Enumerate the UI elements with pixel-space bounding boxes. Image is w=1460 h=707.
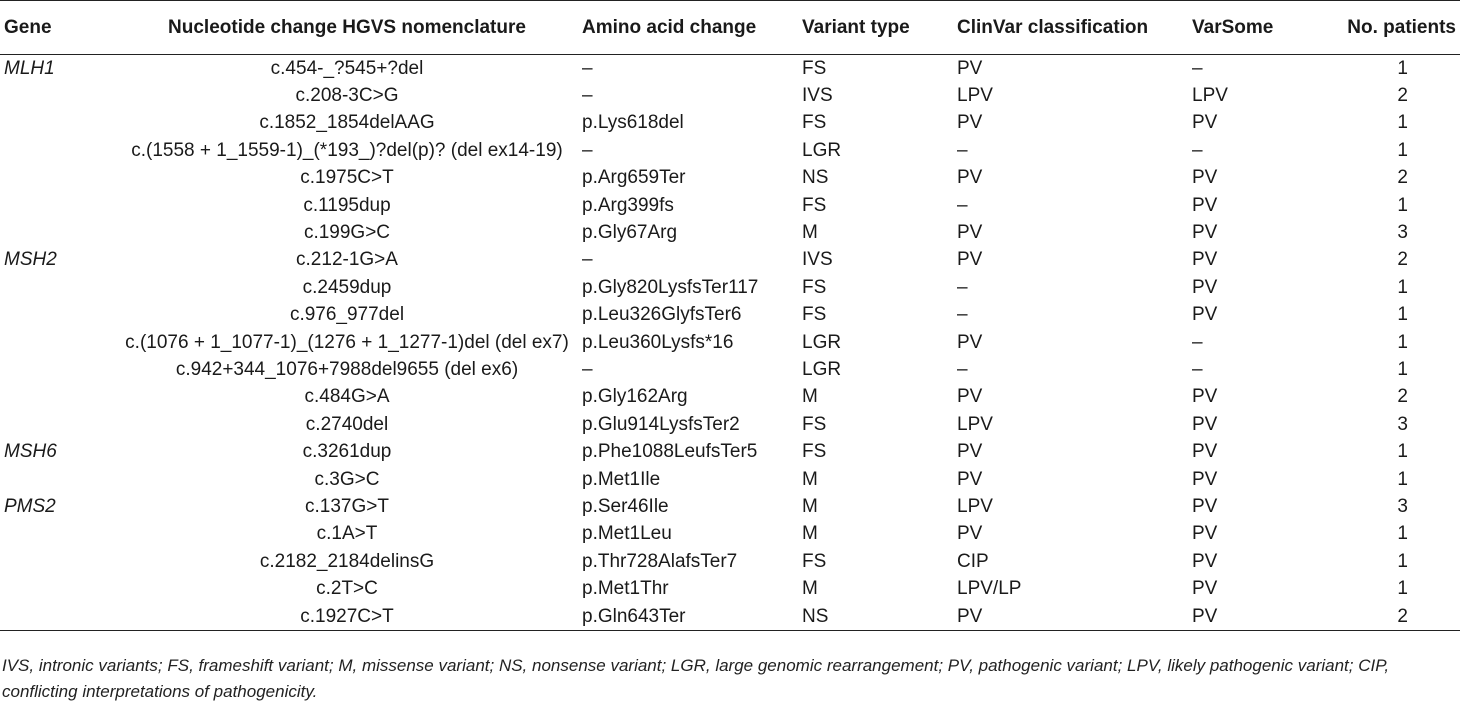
cell-gene — [0, 165, 112, 192]
cell-varsome: LPV — [1192, 85, 1228, 107]
cell-nucleotide: c.2740del — [305, 413, 389, 435]
cell-varsome: PV — [1192, 112, 1218, 134]
cell-clinvar: PV — [957, 523, 983, 545]
cell-clinvar: PV — [957, 57, 983, 79]
cell-varsome: – — [1192, 57, 1203, 79]
cell-gene — [0, 548, 112, 575]
cell-nucleotide: c.942+344_1076+7988del9655 (del ex6) — [175, 358, 519, 380]
cell-variant-type: FS — [802, 194, 827, 216]
cell-variant-type: FS — [802, 276, 827, 298]
cell-amino-acid: p.Met1Thr — [582, 578, 669, 600]
cell-gene — [0, 575, 112, 602]
cell-nucleotide: c.212-1G>A — [296, 249, 398, 271]
cell-patients: 1 — [1397, 358, 1408, 380]
header-row — [0, 1, 1460, 55]
table-row — [0, 438, 1460, 465]
cell-amino-acid: p.Met1Ile — [582, 468, 661, 490]
cell-amino-acid: p.Arg399fs — [582, 194, 674, 216]
table-row — [0, 165, 1460, 192]
cell-gene — [0, 356, 112, 383]
cell-clinvar: – — [957, 304, 968, 326]
cell-variant-type: FS — [802, 304, 827, 326]
cell-amino-acid: p.Thr728AlafsTer7 — [582, 550, 738, 572]
table-row — [0, 55, 1460, 83]
cell-amino-acid: p.Ser46Ile — [582, 495, 669, 517]
cell-patients: 3 — [1397, 222, 1408, 244]
cell-nucleotide: c.199G>C — [303, 222, 391, 244]
cell-clinvar: PV — [957, 468, 983, 490]
cell-variant-type: LGR — [802, 331, 842, 353]
table-body — [0, 55, 1460, 631]
cell-amino-acid: – — [582, 139, 593, 161]
cell-variant-type: LGR — [802, 358, 842, 380]
cell-patients: 1 — [1397, 112, 1408, 134]
cell-nucleotide: c.2459dup — [302, 276, 392, 298]
cell-variant-type: NS — [802, 603, 957, 631]
cell-nucleotide: c.3G>C — [314, 468, 380, 490]
cell-variant-type: LGR — [802, 139, 842, 161]
cell-clinvar: CIP — [957, 550, 989, 572]
cell-gene — [0, 192, 112, 219]
cell-amino-acid: – — [582, 249, 593, 271]
cell-patients: 2 — [1397, 249, 1408, 271]
cell-nucleotide: c.2T>C — [316, 578, 378, 600]
table-row — [0, 302, 1460, 329]
cell-amino-acid: p.Phe1088LeufsTer5 — [582, 441, 758, 463]
table-row — [0, 82, 1460, 109]
cell-clinvar: LPV — [957, 413, 993, 435]
cell-gene: PMS2 — [4, 495, 56, 517]
cell-clinvar: PV — [957, 441, 983, 463]
cell-variant-type: FS — [802, 441, 827, 463]
cell-clinvar: PV — [957, 167, 983, 189]
cell-amino-acid: p.Gly162Arg — [582, 386, 688, 408]
table-footnote: IVS, intronic variants; FS, frameshift variant; M, missense variant; NS, nonsense variant; LGR, large genomic rearrangement; PV, pathogenic variant; LPV, likely pathogenic variant; CIP, conflicting interpretations of pathogenicity. — [2, 656, 1390, 701]
cell-clinvar: PV — [957, 112, 983, 134]
cell-variant-type: FS — [802, 57, 827, 79]
cell-clinvar: PV — [957, 603, 1192, 631]
cell-gene: MSH6 — [4, 441, 57, 463]
cell-clinvar: PV — [957, 222, 983, 244]
cell-variant-type: NS — [802, 167, 829, 189]
cell-varsome: PV — [1192, 194, 1218, 216]
cell-gene — [0, 466, 112, 493]
cell-nucleotide: c.1975C>T — [300, 167, 394, 189]
cell-variant-type: IVS — [802, 85, 833, 107]
cell-patients: 1 — [1397, 578, 1408, 600]
cell-varsome: PV — [1192, 550, 1218, 572]
cell-varsome: – — [1192, 358, 1203, 380]
cell-nucleotide: c.1195dup — [303, 194, 391, 216]
cell-variant-type: IVS — [802, 249, 833, 271]
cell-nucleotide: c.(1076 + 1_1077-1)_(1276 + 1_1277-1)del (del ex7) — [125, 331, 569, 353]
cell-variant-type: FS — [802, 550, 827, 572]
table-row — [0, 356, 1460, 383]
cell-varsome: PV — [1192, 222, 1218, 244]
cell-patients: 1 — [1397, 523, 1408, 545]
cell-gene — [0, 521, 112, 548]
cell-varsome: PV — [1192, 249, 1218, 271]
cell-varsome: PV — [1192, 167, 1218, 189]
table-row — [0, 466, 1460, 493]
cell-amino-acid: p.Lys618del — [582, 112, 684, 134]
cell-nucleotide: c.(1558 + 1_1559-1)_(*193_)?del(p)? (del ex14-19) — [131, 139, 563, 161]
cell-clinvar: – — [957, 139, 968, 161]
table-row — [0, 274, 1460, 301]
table-row — [0, 575, 1460, 602]
cell-varsome: PV — [1192, 413, 1218, 435]
cell-clinvar: – — [957, 276, 968, 298]
table-row — [0, 110, 1460, 137]
cell-clinvar: LPV/LP — [957, 578, 1022, 600]
cell-patients: 1 — [1397, 194, 1408, 216]
cell-varsome: PV — [1192, 603, 1327, 631]
cell-clinvar: PV — [957, 386, 983, 408]
cell-patients: 2 — [1397, 167, 1408, 189]
table-row — [0, 603, 1460, 631]
cell-amino-acid: – — [582, 358, 593, 380]
table-row — [0, 219, 1460, 246]
cell-gene — [0, 302, 112, 329]
header-patients: No. patients — [1327, 1, 1460, 55]
cell-variant-type: M — [802, 386, 818, 408]
cell-amino-acid: p.Gly67Arg — [582, 222, 678, 244]
header-nucleotide: Nucleotide change HGVS nomenclature — [112, 1, 582, 55]
cell-clinvar: PV — [957, 331, 983, 353]
cell-nucleotide: c.454-_?545+?del — [270, 57, 424, 79]
cell-variant-type: FS — [802, 112, 827, 134]
cell-varsome: PV — [1192, 468, 1218, 490]
cell-clinvar: LPV — [957, 85, 993, 107]
table-row — [0, 411, 1460, 438]
cell-amino-acid: p.Gln643Ter — [582, 603, 802, 631]
cell-varsome: PV — [1192, 441, 1218, 463]
cell-patients: 1 — [1397, 139, 1408, 161]
cell-varsome: PV — [1192, 523, 1218, 545]
cell-nucleotide: c.484G>A — [304, 386, 390, 408]
table-row — [0, 493, 1460, 520]
cell-amino-acid: – — [582, 85, 593, 107]
table-row — [0, 247, 1460, 274]
cell-variant-type: FS — [802, 413, 827, 435]
cell-patients: 2 — [1327, 603, 1460, 631]
cell-amino-acid: p.Leu360Lysfs*16 — [582, 331, 734, 353]
cell-gene — [0, 110, 112, 137]
cell-patients: 1 — [1397, 441, 1408, 463]
cell-nucleotide: c.1A>T — [316, 523, 378, 545]
cell-gene: MSH2 — [4, 249, 57, 271]
cell-clinvar: – — [957, 194, 968, 216]
cell-varsome: PV — [1192, 304, 1218, 326]
cell-nucleotide: c.976_977del — [289, 304, 405, 326]
cell-gene — [0, 603, 112, 631]
cell-variant-type: M — [802, 222, 818, 244]
table-row — [0, 329, 1460, 356]
cell-patients: 3 — [1397, 495, 1408, 517]
cell-gene — [0, 274, 112, 301]
cell-clinvar: LPV — [957, 495, 993, 517]
cell-amino-acid: p.Met1Leu — [582, 523, 672, 545]
cell-patients: 1 — [1397, 550, 1408, 572]
cell-patients: 3 — [1397, 413, 1408, 435]
cell-amino-acid: – — [582, 57, 593, 79]
cell-patients: 1 — [1397, 276, 1408, 298]
cell-gene — [0, 219, 112, 246]
cell-nucleotide: c.1927C>T — [112, 603, 582, 631]
cell-clinvar: PV — [957, 249, 983, 271]
cell-nucleotide: c.3261dup — [302, 441, 392, 463]
cell-nucleotide: c.1852_1854delAAG — [259, 112, 435, 134]
cell-patients: 2 — [1397, 386, 1408, 408]
table-row — [0, 192, 1460, 219]
cell-variant-type: M — [802, 523, 818, 545]
cell-variant-type: M — [802, 468, 818, 490]
cell-patients: 1 — [1397, 304, 1408, 326]
cell-nucleotide: c.137G>T — [305, 495, 389, 517]
cell-gene: MLH1 — [4, 57, 55, 79]
header-variant-type: Variant type — [802, 1, 957, 55]
cell-varsome: PV — [1192, 495, 1218, 517]
cell-gene — [0, 411, 112, 438]
cell-varsome: PV — [1192, 276, 1218, 298]
cell-varsome: – — [1192, 331, 1203, 353]
cell-varsome: – — [1192, 139, 1203, 161]
header-amino-acid: Amino acid change — [582, 1, 802, 55]
cell-gene — [0, 384, 112, 411]
header-gene: Gene — [0, 1, 112, 55]
cell-varsome: PV — [1192, 386, 1218, 408]
cell-patients: 1 — [1397, 331, 1408, 353]
table-row — [0, 548, 1460, 575]
table-row — [0, 137, 1460, 164]
cell-nucleotide: c.208-3C>G — [295, 85, 399, 107]
cell-amino-acid: p.Glu914LysfsTer2 — [582, 413, 740, 435]
cell-gene — [0, 329, 112, 356]
cell-gene — [0, 82, 112, 109]
cell-amino-acid: p.Gly820LysfsTer117 — [582, 276, 759, 298]
header-varsome: VarSome — [1192, 1, 1327, 55]
table-row — [0, 521, 1460, 548]
cell-patients: 1 — [1397, 468, 1408, 490]
cell-clinvar: – — [957, 358, 968, 380]
header-clinvar: ClinVar classification — [957, 1, 1192, 55]
cell-patients: 2 — [1397, 85, 1408, 107]
cell-patients: 1 — [1397, 57, 1408, 79]
table-row — [0, 384, 1460, 411]
cell-variant-type: M — [802, 495, 818, 517]
cell-nucleotide: c.2182_2184delinsG — [259, 550, 435, 572]
cell-amino-acid: p.Arg659Ter — [582, 167, 686, 189]
cell-varsome: PV — [1192, 578, 1218, 600]
cell-amino-acid: p.Leu326GlyfsTer6 — [582, 304, 742, 326]
cell-variant-type: M — [802, 578, 818, 600]
cell-gene — [0, 137, 112, 164]
